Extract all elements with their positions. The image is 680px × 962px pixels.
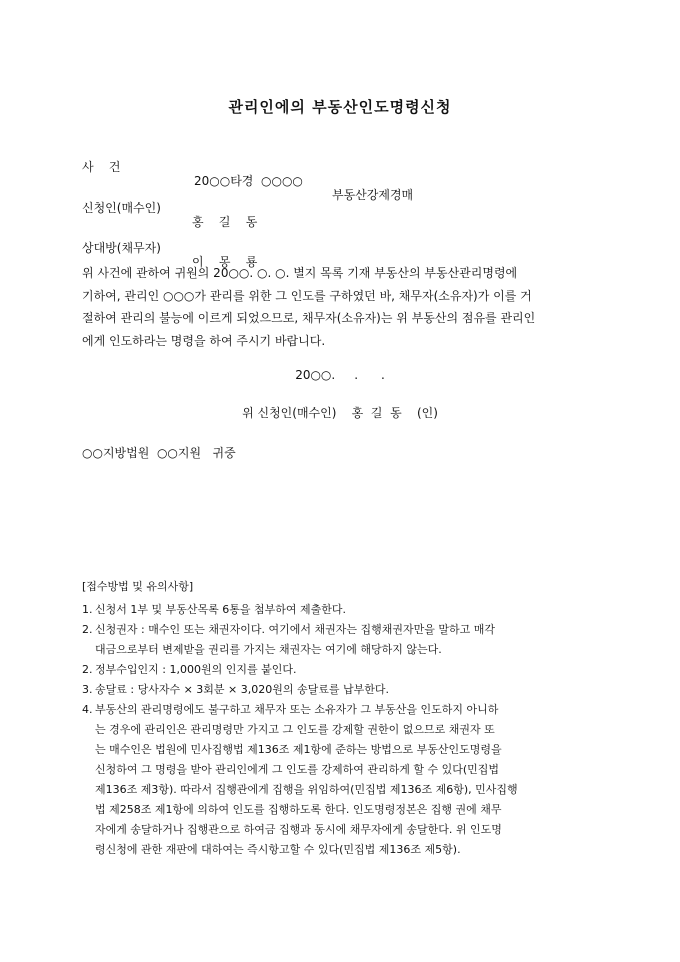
note-item [82, 660, 602, 680]
note-number: 3. [82, 683, 93, 696]
note-item [82, 600, 602, 620]
note-line: 는 매수인은 법원에 민사집행법 제136조 제1항에 준하는 방법으로 부동산인도명령을 [95, 743, 502, 756]
request-body [82, 262, 598, 352]
note-line: 자에게 송달하거나 집행관으로 하여금 집행과 동시에 채무자에게 송달한다. 위 인도명 [95, 823, 502, 836]
note-line: 정부수입인지 : 1,000원의 인지를 붙인다. [95, 663, 297, 676]
document-title: 관리인에의 부동산인도명령신청 [228, 98, 452, 116]
applicant-signature: 위 신청인(매수인) 홍 길 동 (인) [242, 406, 438, 420]
note-line: 송달료 : 당사자수 × 3회분 × 3,020원의 송달료를 납부한다. [95, 683, 389, 696]
body-line: 기하여, 관리인 ○○○가 관리를 위한 그 인도를 구하였던 바, 채무자(소유자)가 이를 거 [82, 288, 532, 303]
note-line: 제136조 제3항). 따라서 집행관에게 집행을 위임하여(민집법 제136조 제6항), 민사집행 [95, 783, 518, 796]
body-line: 에게 인도하라는 명령을 하여 주시기 바랍니다. [82, 333, 326, 348]
respondent-label: 상대방(채무자) [82, 241, 161, 255]
applicant-label: 신청인(매수인) [82, 201, 161, 215]
note-number: 1. [82, 603, 93, 616]
note-line: 령신청에 관한 재판에 대하여는 즉시항고할 수 있다(민집법 제136조 제5항). [95, 843, 461, 856]
respondent-name: 이 몽 룡 [192, 255, 258, 269]
note-line: 신청서 1부 및 부동산목록 6통을 첨부하여 제출한다. [95, 603, 346, 616]
note-line: 신청권자 : 매수인 또는 채권자이다. 여기에서 채권자는 집행채권자만을 말하고 매각 [95, 623, 495, 636]
note-line: 법 제258조 제1항에 의하여 인도를 집행하도록 한다. 인도명령정본은 집행 권에 채무 [95, 803, 502, 816]
note-number: 2. [82, 663, 93, 676]
body-line: 절하여 관리의 불능에 이르게 되었으므로, 채무자(소유자)는 위 부동산의 점유를 관리인 [82, 311, 536, 325]
body-line: 위 사건에 관하여 귀원의 20○○. ○. ○. 별지 목록 기재 부동산의 부동산관리명령에 [82, 266, 518, 280]
case-number: 20○○타경 ○○○○ [194, 174, 303, 188]
note-number: 2. [82, 623, 93, 636]
note-item [82, 700, 602, 860]
filing-notes [82, 578, 602, 860]
applicant-name: 홍 길 동 [192, 215, 258, 229]
note-number: 4. [82, 703, 93, 716]
case-label: 사 건 [82, 160, 121, 174]
note-line: 대금으로부터 변제받을 권리를 가지는 채권자는 여기에 해당하지 않는다. [95, 643, 442, 656]
court-addressee: ○○지방법원 ○○지원 귀중 [82, 446, 236, 460]
note-item [82, 680, 602, 700]
case-type: 부동산강제경매 [332, 188, 414, 202]
note-item [82, 620, 602, 660]
note-line: 는 경우에 관리인은 관리명령만 가지고 그 인도를 강제할 권한이 없으므로 채권자 또 [95, 723, 495, 736]
note-line: 부동산의 관리명령에도 불구하고 채무자 또는 소유자가 그 부동산을 인도하지 아니하 [95, 703, 499, 716]
notes-heading: [접수방법 및 유의사항] [82, 580, 194, 593]
note-line: 신청하여 그 명령을 받아 관리인에게 그 인도를 강제하여 관리하게 할 수 있다(민집법 [95, 763, 500, 776]
filing-date: 20○○. . . [295, 368, 385, 382]
